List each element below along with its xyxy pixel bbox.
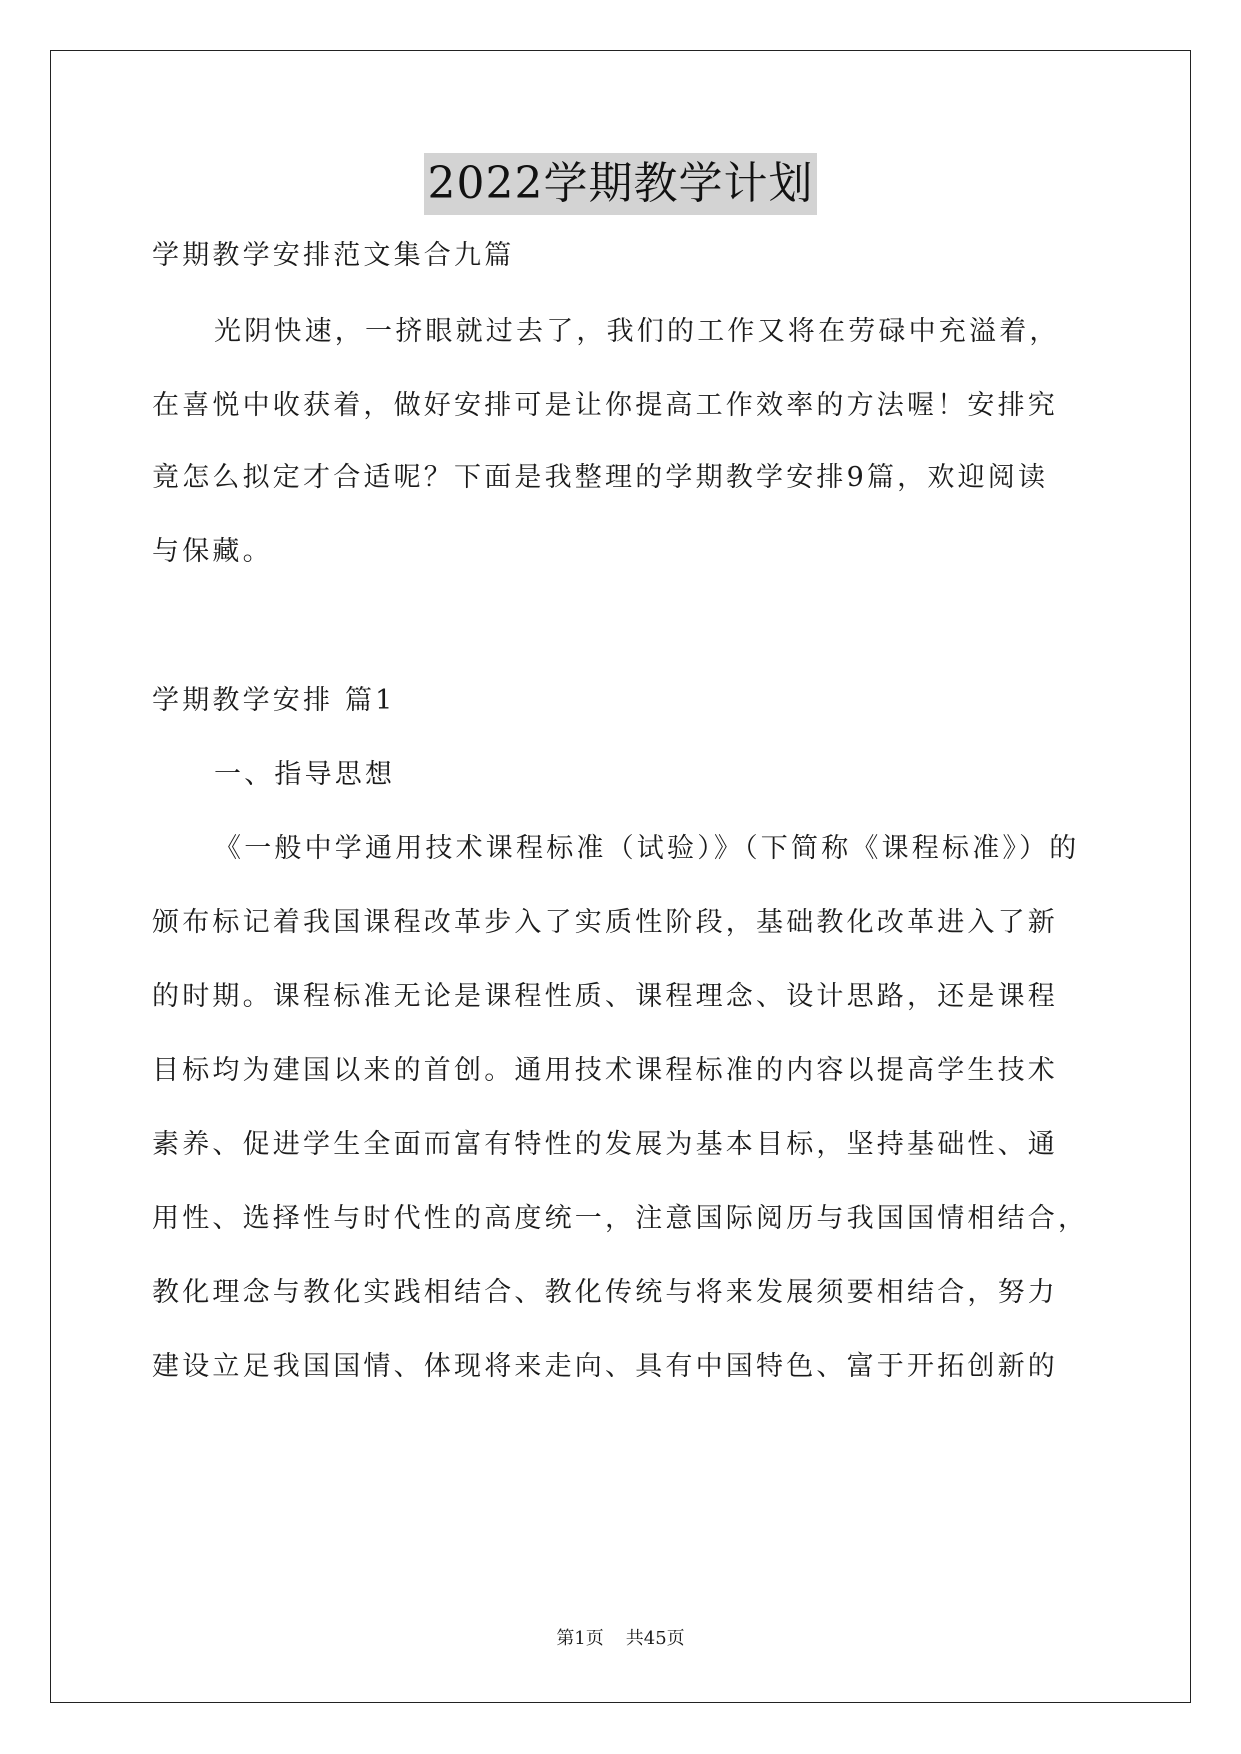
body-line: 素养、促进学生全面而富有特性的发展为基本目标，坚持基础性、通 [152,1129,1058,1160]
page-number: 第1页 [556,1628,604,1649]
intro-line: 光阴快速，一挤眼就过去了，我们的工作又将在劳碌中充溢着， [214,316,1060,347]
document-subtitle: 学期教学安排范文集合九篇 [152,240,515,271]
page-border [50,50,1191,1703]
body-line: 目标均为建国以来的首创。通用技术课程标准的内容以提高学生技术 [152,1055,1058,1086]
section-heading: 学期教学安排 篇1 [152,685,396,716]
intro-line: 竟怎么拟定才合适呢？下面是我整理的学期教学安排9篇，欢迎阅读 [152,462,1049,493]
body-line: 的时期。课程标准无论是课程性质、课程理念、设计思路，还是课程 [152,981,1058,1012]
body-line: 《一般中学通用技术课程标准（试验）》（下简称《课程标准》）的 [214,833,1080,864]
page-total: 共45页 [625,1628,685,1649]
body-line: 建设立足我国国情、体现将来走向、具有中国特色、富于开拓创新的 [152,1351,1058,1382]
body-line: 颁布标记着我国课程改革步入了实质性阶段，基础教化改革进入了新 [152,907,1058,938]
intro-line: 与保藏。 [152,536,273,567]
intro-line: 在喜悦中收获着，做好安排可是让你提高工作效率的方法喔！安排究 [152,390,1058,421]
subsection-heading: 一、指导思想 [214,759,396,790]
body-line: 用性、选择性与时代性的高度统一，注意国际阅历与我国国情相结合， [152,1203,1089,1234]
body-line: 教化理念与教化实践相结合、教化传统与将来发展须要相结合，努力 [152,1277,1058,1308]
title-container [0,153,1241,215]
page-footer [0,1627,1241,1651]
document-title: 2022学期教学计划 [424,153,818,215]
